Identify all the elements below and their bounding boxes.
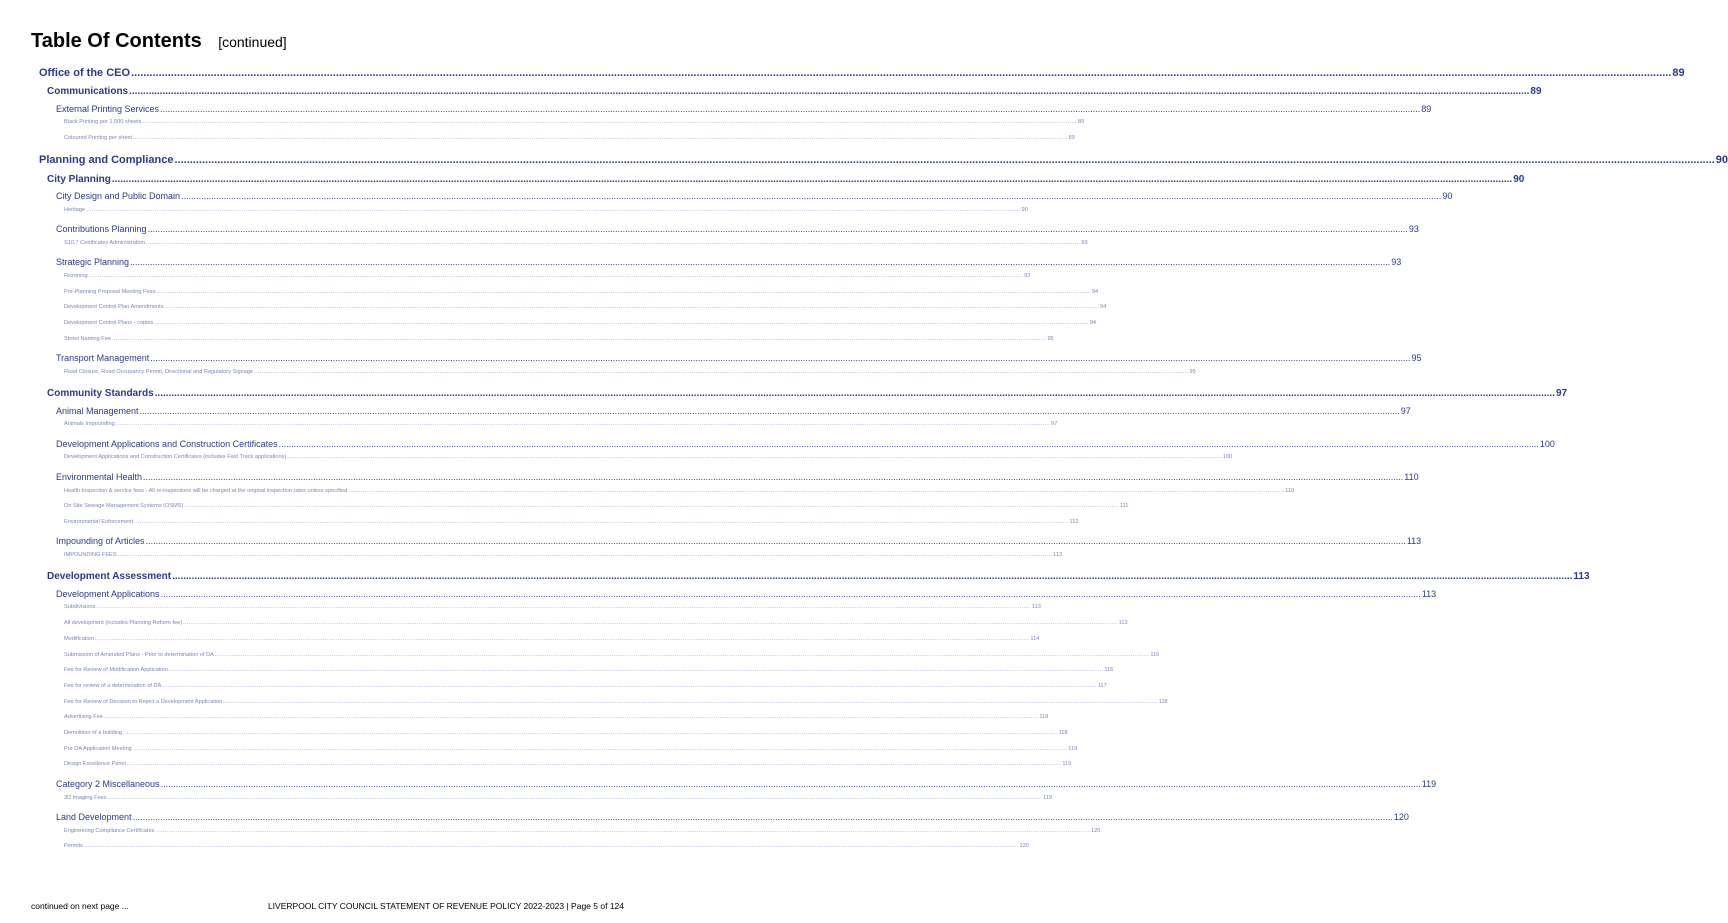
toc-entry-page-number: 114 bbox=[1030, 635, 1040, 642]
toc-entry[interactable] bbox=[64, 503, 1129, 510]
toc-entry[interactable] bbox=[64, 288, 1099, 295]
toc-entry-page-number: 119 bbox=[1421, 778, 1437, 789]
toc-entry[interactable] bbox=[64, 368, 1196, 375]
toc-leader-dots bbox=[183, 620, 1117, 626]
toc-entry-page-number: 89 bbox=[1068, 135, 1075, 142]
toc-entry[interactable] bbox=[64, 320, 1096, 327]
toc-entry-page-number: 119 bbox=[1043, 794, 1053, 801]
toc-entry-page-number: 118 bbox=[1158, 698, 1168, 705]
toc-entry-page-number: 90 bbox=[1513, 173, 1525, 185]
toc-entry-page-number: 97 bbox=[1051, 421, 1058, 428]
toc-entry-label: Black Printing per 1,000 sheets bbox=[64, 119, 142, 126]
toc-entry[interactable] bbox=[64, 651, 1160, 658]
toc-entry-page-number: 113 bbox=[1031, 604, 1041, 611]
toc-entry-page-number: 120 bbox=[1019, 843, 1029, 850]
toc-entry-page-number: 90 bbox=[1715, 154, 1728, 167]
toc-entry[interactable] bbox=[47, 571, 1590, 583]
toc-leader-dots bbox=[129, 86, 1529, 97]
toc-entry-label: All development (includes Planning Reform fee) bbox=[64, 620, 183, 627]
toc-entry[interactable] bbox=[64, 518, 1079, 525]
toc-leader-dots bbox=[165, 304, 1099, 310]
toc-entry[interactable] bbox=[64, 304, 1107, 311]
toc-leader-dots bbox=[133, 746, 1067, 752]
toc-entry-label: City Design and Public Domain bbox=[56, 191, 181, 202]
toc-leader-dots bbox=[155, 828, 1089, 834]
toc-leader-dots bbox=[162, 683, 1096, 689]
toc-entry[interactable] bbox=[56, 103, 1432, 114]
toc-entry-label: Fee for Review of Modification Application bbox=[64, 667, 168, 674]
toc-entry[interactable] bbox=[56, 438, 1555, 449]
toc-entry-label: Coloured Printing per sheet bbox=[64, 135, 133, 142]
toc-leader-dots bbox=[133, 135, 1067, 141]
toc-entry[interactable] bbox=[64, 843, 1029, 850]
toc-leader-dots bbox=[123, 730, 1057, 736]
toc-leader-dots bbox=[215, 652, 1149, 658]
toc-entry-page-number: 113 bbox=[1406, 536, 1422, 547]
toc-entry-page-number: 93 bbox=[1391, 257, 1402, 268]
toc-leader-dots bbox=[133, 812, 1393, 822]
toc-entry-label: Health Inspection & service fees - All re-inspections will be charged at the original inspection rates unless specified. bbox=[64, 487, 349, 494]
toc-leader-dots bbox=[181, 191, 1441, 201]
toc-entry[interactable] bbox=[47, 173, 1525, 185]
toc-entry-label: 3D Imaging Fees bbox=[64, 794, 107, 801]
toc-entry-label: City Planning bbox=[47, 173, 111, 185]
toc-entry-label: Permits bbox=[64, 843, 83, 850]
toc-entry-label: Advertising Fee bbox=[64, 714, 103, 721]
toc-leader-dots bbox=[350, 488, 1284, 494]
toc-entry-page-number: 118 bbox=[1058, 730, 1068, 736]
toc-entry-label: External Printing Services bbox=[56, 103, 160, 114]
toc-leader-dots bbox=[131, 67, 1671, 79]
toc-entry-label: Environmental Health bbox=[56, 471, 143, 482]
toc-entry-page-number: 93 bbox=[1408, 224, 1419, 235]
toc-entry-page-number: 95 bbox=[1189, 368, 1196, 375]
toc-entry-page-number: 118 bbox=[1039, 714, 1049, 721]
toc-entry-label: Demolition of a building bbox=[64, 730, 123, 736]
toc-entry-label: Animal Management bbox=[56, 405, 139, 416]
toc-entry-label: Community Standards bbox=[47, 388, 154, 400]
toc-entry[interactable] bbox=[64, 239, 1088, 246]
toc-entry-page-number: 113 bbox=[1053, 552, 1062, 558]
toc-entry[interactable] bbox=[64, 635, 1040, 642]
toc-entry-page-number: 112 bbox=[1069, 518, 1079, 525]
toc-leader-dots bbox=[223, 699, 1157, 705]
toc-entry[interactable] bbox=[56, 191, 1453, 202]
toc-leader-dots bbox=[89, 273, 1023, 279]
toc-leader-dots bbox=[127, 761, 1061, 767]
toc-leader-dots bbox=[140, 406, 1400, 416]
toc-entry-label: Communications bbox=[47, 86, 129, 98]
toc-entry-label: Rezoning bbox=[64, 273, 88, 279]
toc-entry-page-number: 110 bbox=[1404, 471, 1419, 482]
toc-entry[interactable] bbox=[64, 335, 1054, 342]
toc-leader-dots bbox=[146, 536, 1406, 546]
toc-leader-dots bbox=[161, 589, 1421, 599]
toc-entry-label: Engineering Compliance Certificates bbox=[64, 827, 155, 834]
toc-entry[interactable] bbox=[56, 811, 1409, 822]
toc-entry-page-number: 110 bbox=[1285, 487, 1295, 494]
toc-leader-dots bbox=[112, 174, 1512, 185]
toc-entry-label: S10.7 Certificates Administration bbox=[64, 239, 145, 246]
toc-leader-dots bbox=[172, 571, 1572, 582]
toc-entry-page-number: 119 bbox=[1068, 745, 1078, 752]
toc-entry-page-number: 94 bbox=[1091, 288, 1099, 295]
toc-entry-page-number: 97 bbox=[1555, 388, 1568, 400]
toc-entry-label: Fee for review of a determination of DA bbox=[64, 682, 162, 689]
toc-entry-page-number: 120 bbox=[1090, 827, 1101, 834]
toc-entry-label: Submission of Amended Plans - Prior to determination of DA bbox=[64, 651, 214, 658]
toc-entry-label: Pre-Planning Proposal Meeting Fees bbox=[64, 288, 156, 295]
toc-entry-label: Development Applications and Construction Certificates bbox=[56, 438, 278, 449]
toc-entry-page-number: 94 bbox=[1089, 320, 1096, 327]
toc-entry-label: Strategic Planning bbox=[56, 257, 130, 268]
toc-entry[interactable] bbox=[64, 119, 1085, 126]
toc-entry-label: Street Naming Fee bbox=[64, 335, 111, 342]
toc-leader-dots bbox=[169, 667, 1103, 673]
toc-entry-page-number: 93 bbox=[1024, 273, 1031, 279]
toc-leader-dots bbox=[108, 795, 1042, 801]
toc-leader-dots bbox=[116, 421, 1050, 427]
toc-entry[interactable] bbox=[47, 86, 1542, 98]
toc-entry-label: Fee for Review of Decision to Reject a Development Application bbox=[64, 698, 223, 705]
toc-entry-label: IMPOUNDING FEES bbox=[64, 552, 117, 558]
toc-entry-label: Road Closure, Road Occupancy Permit, Directional and Regulatory Signage bbox=[64, 368, 254, 375]
toc-entry[interactable] bbox=[64, 206, 1028, 213]
toc-leader-dots bbox=[142, 119, 1076, 125]
toc-entry[interactable] bbox=[47, 388, 1568, 400]
toc-entry-label: Category 2 Miscellaneous bbox=[56, 778, 160, 789]
toc-entry[interactable] bbox=[64, 135, 1075, 142]
toc-entry-page-number: 94 bbox=[1099, 304, 1107, 311]
toc-entry[interactable] bbox=[64, 667, 1114, 674]
toc-entry[interactable] bbox=[64, 794, 1053, 801]
toc-entry-label: Heritage bbox=[64, 206, 86, 213]
toc-entry-label: Impounding of Articles bbox=[56, 536, 145, 547]
toc-leader-dots bbox=[174, 154, 1714, 166]
toc-entry-page-number: 90 bbox=[1442, 191, 1453, 202]
toc-leader-dots bbox=[254, 369, 1188, 375]
toc-leader-dots bbox=[134, 519, 1068, 525]
toc-entry-page-number: 89 bbox=[1672, 67, 1685, 79]
toc-entry[interactable] bbox=[64, 273, 1031, 279]
toc-leader-dots bbox=[96, 604, 1030, 610]
toc-entry-page-number: 113 bbox=[1573, 571, 1590, 583]
toc-leader-dots bbox=[279, 439, 1539, 449]
toc-entry[interactable] bbox=[56, 536, 1422, 547]
toc-entry[interactable] bbox=[64, 827, 1101, 834]
toc-entry-page-number: 113 bbox=[1118, 620, 1128, 627]
toc-heading: Table Of Contents bbox=[31, 30, 202, 52]
toc-entry-label: Subdivisions bbox=[64, 604, 96, 611]
toc-entry-page-number: 95 bbox=[1411, 353, 1422, 364]
toc-entry-page-number: 111 bbox=[1119, 503, 1129, 510]
toc-leader-dots bbox=[130, 257, 1390, 267]
toc-entry-page-number: 116 bbox=[1150, 651, 1160, 658]
toc-leader-dots bbox=[112, 336, 1046, 342]
toc-leader-dots bbox=[104, 714, 1038, 720]
toc-entry-label: Contributions Planning bbox=[56, 224, 147, 235]
toc-entry-page-number: 100 bbox=[1222, 454, 1233, 461]
toc-entry[interactable] bbox=[64, 698, 1168, 705]
toc-entry-label: Design Excellence Panel bbox=[64, 761, 126, 768]
toc-entry[interactable] bbox=[64, 487, 1295, 494]
toc-leader-dots bbox=[118, 552, 1052, 558]
toc-entry[interactable] bbox=[56, 471, 1419, 482]
toc-entry[interactable] bbox=[39, 154, 1728, 167]
toc-entry[interactable] bbox=[56, 588, 1437, 599]
toc-leader-dots bbox=[146, 240, 1080, 246]
toc-entry[interactable] bbox=[64, 682, 1107, 689]
toc-entry[interactable] bbox=[64, 604, 1041, 611]
toc-leader-dots bbox=[95, 636, 1029, 642]
footer-page-info: LIVERPOOL CITY COUNCIL STATEMENT OF REVENUE POLICY 2022-2023 | Page 5 of 124 bbox=[267, 901, 624, 911]
toc-entry-page-number: 93 bbox=[1081, 239, 1088, 246]
toc-entry[interactable] bbox=[64, 745, 1078, 752]
toc-entry-label: Land Development bbox=[56, 811, 132, 822]
toc-entry-page-number: 89 bbox=[1530, 86, 1542, 98]
toc-leader-dots bbox=[184, 503, 1118, 509]
page-title bbox=[31, 30, 287, 53]
toc-leader-dots bbox=[148, 224, 1408, 234]
toc-leader-dots bbox=[160, 104, 1420, 114]
toc-leader-dots bbox=[84, 843, 1018, 849]
toc-entry-label: Transport Management bbox=[56, 353, 150, 364]
toc-entry-page-number: 117 bbox=[1097, 682, 1107, 689]
toc-leader-dots bbox=[161, 779, 1421, 789]
toc-entry-page-number: 120 bbox=[1393, 811, 1409, 822]
toc-entry[interactable] bbox=[39, 67, 1685, 79]
toc-entry[interactable] bbox=[64, 620, 1128, 627]
toc-leader-dots bbox=[155, 388, 1555, 399]
toc-entry-page-number: 100 bbox=[1539, 438, 1555, 449]
toc-entry-label: Modification bbox=[64, 635, 94, 642]
toc-entry[interactable] bbox=[64, 714, 1049, 721]
toc-leader-dots bbox=[154, 320, 1088, 326]
toc-leader-dots bbox=[156, 289, 1090, 295]
toc-entry-label: Development Applications bbox=[56, 588, 160, 599]
toc-leader-dots bbox=[86, 207, 1020, 213]
footer-continued: continued on next page ... bbox=[31, 901, 129, 911]
toc-leader-dots bbox=[287, 454, 1221, 460]
toc-entry[interactable] bbox=[56, 224, 1419, 235]
toc-entry[interactable] bbox=[56, 778, 1437, 789]
toc-leader-dots bbox=[143, 472, 1403, 482]
toc-entry-page-number: 113 bbox=[1421, 588, 1437, 599]
continued-label: [continued] bbox=[218, 34, 287, 50]
toc-entry-page-number: 90 bbox=[1021, 206, 1028, 213]
toc-entry[interactable] bbox=[64, 552, 1062, 558]
toc-entry[interactable] bbox=[64, 761, 1072, 768]
toc-entry-page-number: 89 bbox=[1077, 119, 1085, 126]
toc-entry[interactable] bbox=[56, 405, 1411, 416]
toc-entry-label: Development Control Plan Amendments bbox=[64, 304, 164, 311]
toc-entry-label: Environmental Enforcement bbox=[64, 518, 134, 525]
toc-entry-label: Animals Impounding bbox=[64, 421, 115, 428]
toc-entry[interactable] bbox=[64, 421, 1058, 428]
toc-entry-label: Planning and Compliance bbox=[39, 154, 174, 167]
toc-entry-label: Development Applications and Construction Certificates (includes Fast Track applications) bbox=[64, 454, 287, 461]
toc-entry[interactable] bbox=[56, 257, 1402, 268]
toc-leader-dots bbox=[150, 353, 1410, 363]
toc-entry-label: Development Control Plans - copies bbox=[64, 320, 154, 327]
toc-entry[interactable] bbox=[64, 730, 1068, 736]
toc-entry-label: Office of the CEO bbox=[39, 67, 131, 79]
toc-entry-page-number: 89 bbox=[1421, 103, 1432, 114]
toc-entry-page-number: 95 bbox=[1047, 335, 1054, 342]
toc-entry-page-number: 97 bbox=[1400, 405, 1411, 416]
toc-entry-page-number: 116 bbox=[1104, 667, 1114, 674]
toc-entry-label: Pre DA Application Meeting bbox=[64, 745, 132, 752]
toc-entry[interactable] bbox=[64, 454, 1233, 461]
toc-entry-label: Development Assessment bbox=[47, 571, 172, 583]
toc-entry-label: On Site Sewage Management Systems (OSMS) bbox=[64, 503, 184, 510]
toc-entry[interactable] bbox=[56, 353, 1422, 364]
toc-entry-page-number: 119 bbox=[1062, 761, 1072, 768]
